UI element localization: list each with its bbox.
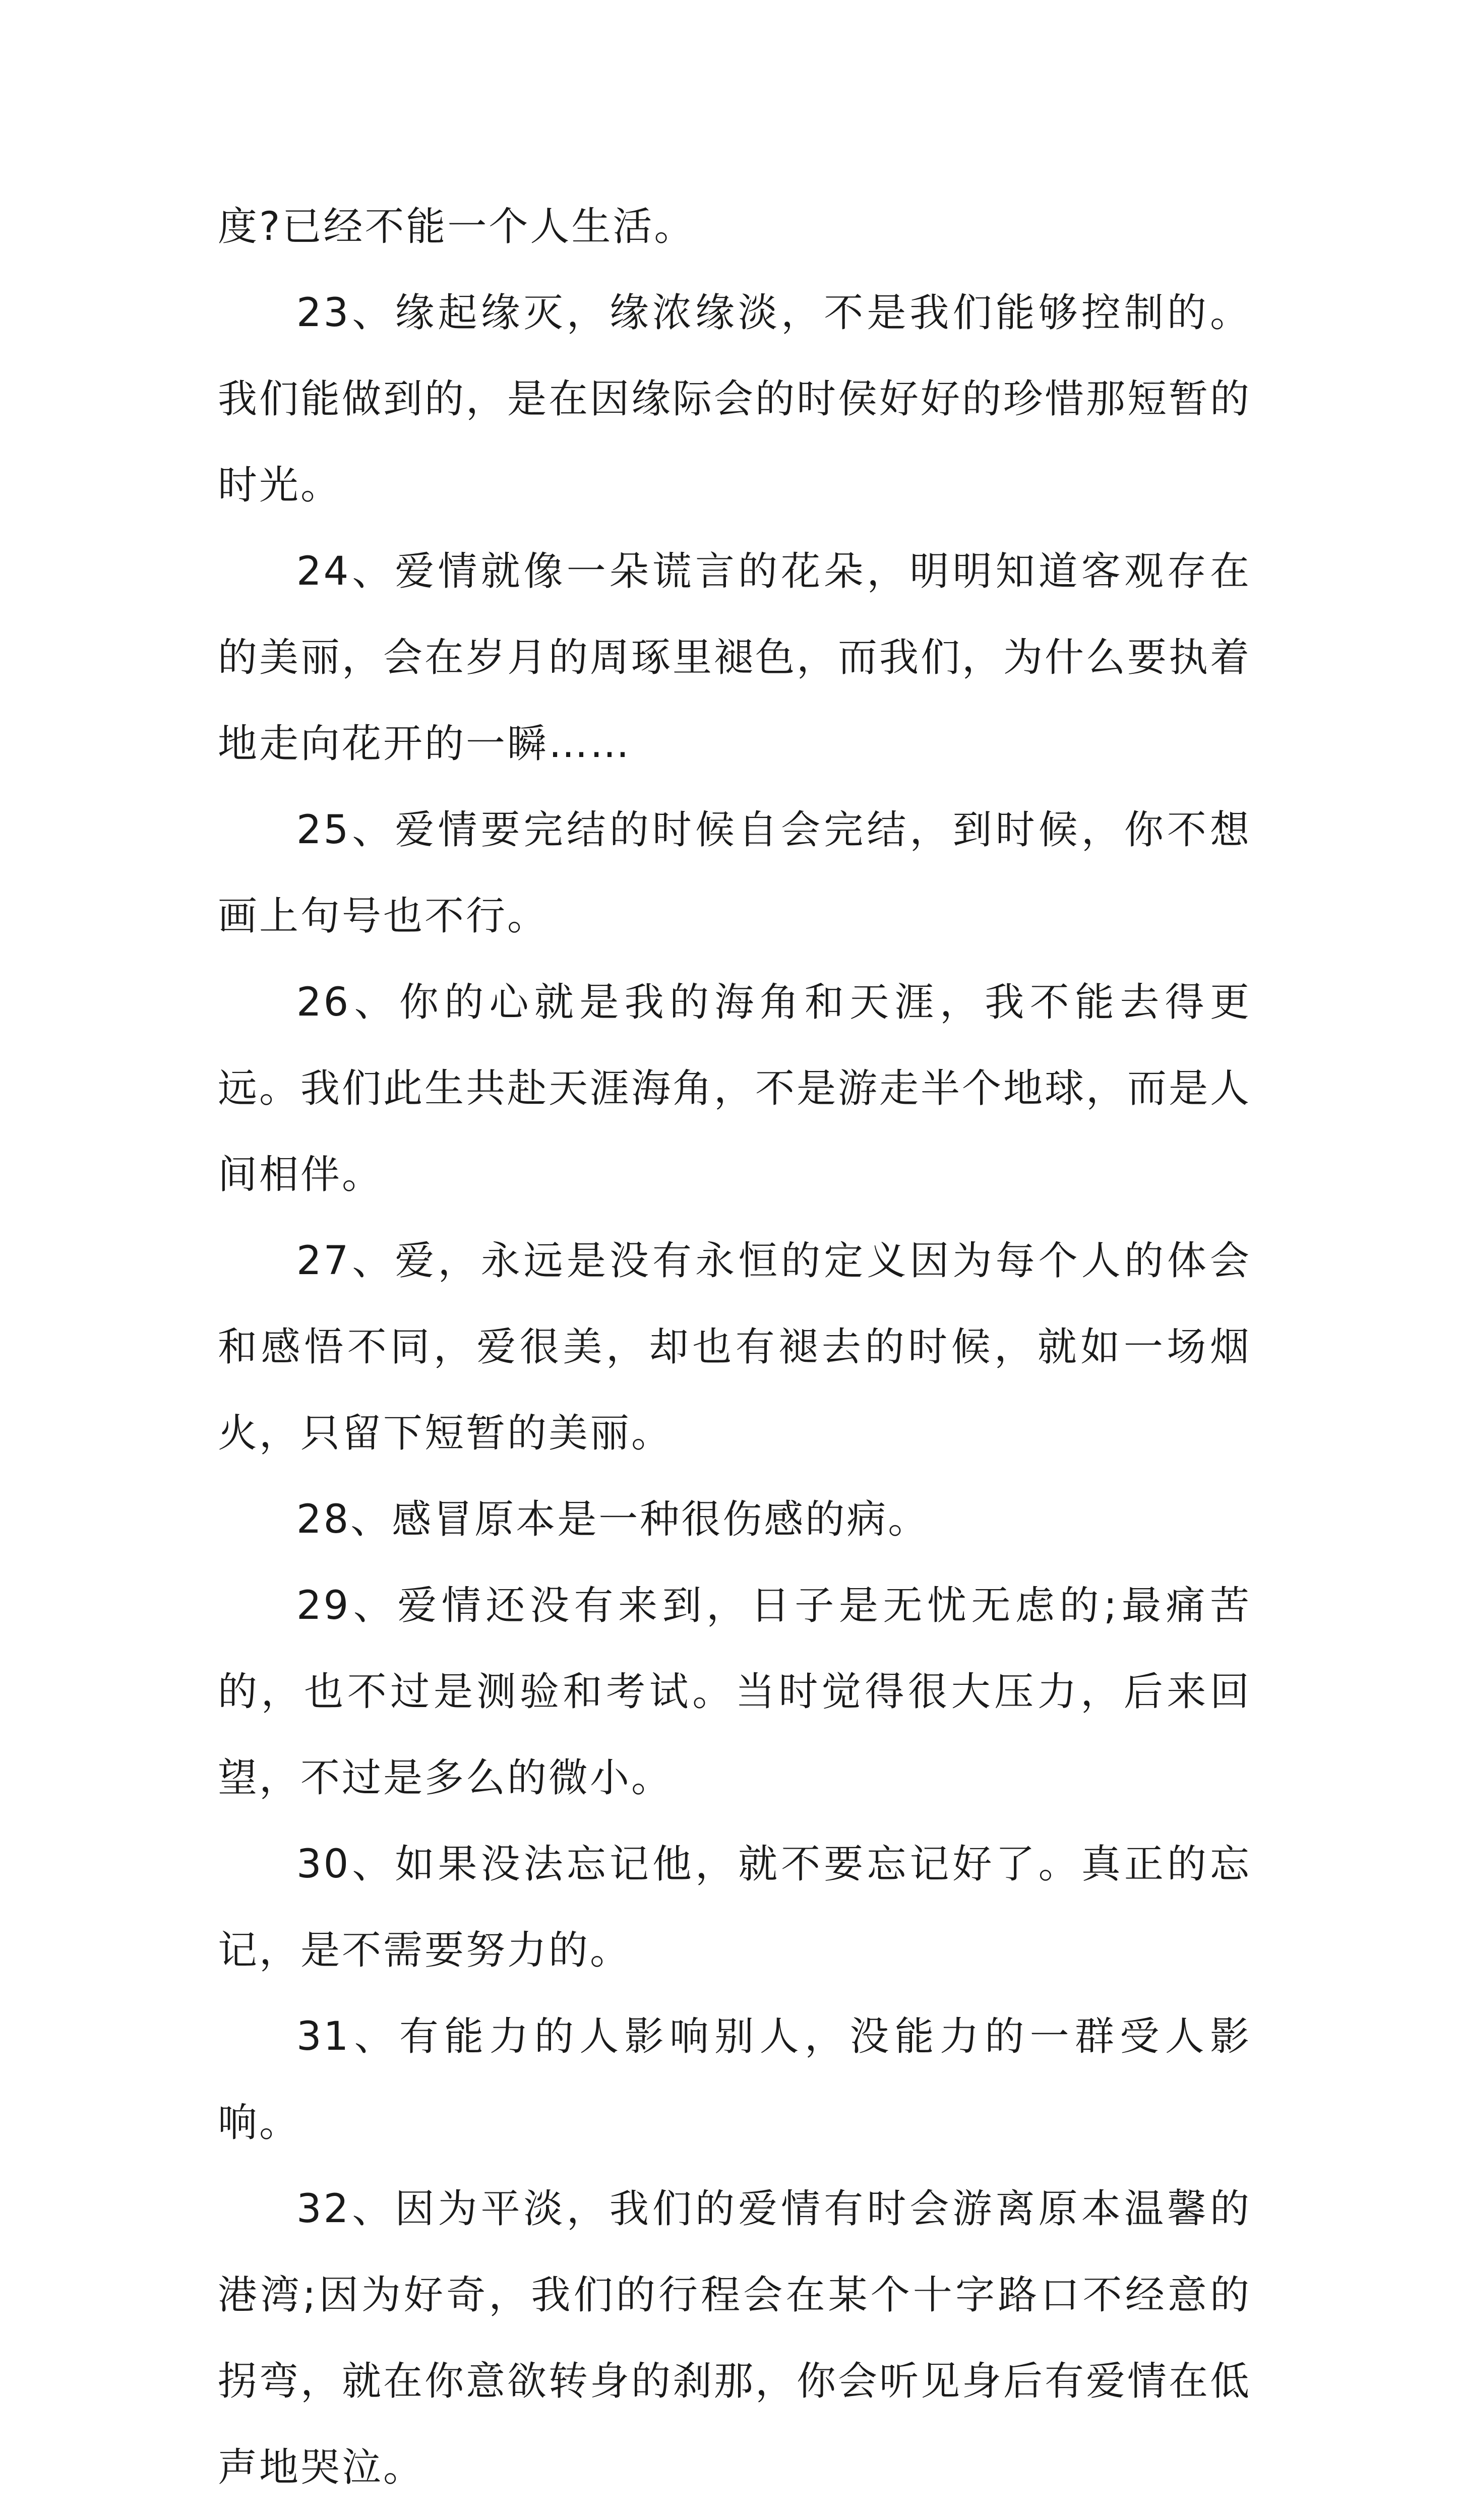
paragraph-29: 29、爱情还没有来到，日子是无忧无虑的;最痛苦的，也不过是测验和考试。当时觉得很大压力，后来回望，不过是多么的微小。 bbox=[218, 1583, 1251, 1801]
paragraph-23: 23、缘起缘灭，缘浓缘淡，不是我们能够控制的。我们能做到的，是在因缘际会的时侯好好的珍惜那短暂的时光。 bbox=[218, 290, 1252, 508]
paragraph-24: 24、爱情就像一朵谎言的花朵，明明知道客观存在的美丽，会在岁月的周琢里褪色，而我们，为什么要执着地走向花开的一瞬…… bbox=[218, 549, 1252, 767]
paragraph-25: 25、爱情要完结的时候自会完结，到时候，你不想画上句号也不行。 bbox=[218, 807, 1251, 939]
paragraph-28: 28、感冒原本是一种很伤感的病。 bbox=[296, 1497, 930, 1542]
paragraph-32: 32、因为平淡，我们的爱情有时会游离原本温馨的港湾;因为好奇，我们的行程会在某个十字路口不经意的拐弯，就在你意欲转身的刹那，你会听见身后有爱情在低声地哭泣。 bbox=[218, 2186, 1252, 2490]
paragraph-31: 31、有能力的人影响别人，没能力的一群受人影响。 bbox=[218, 2014, 1251, 2146]
body-text bbox=[218, 184, 1251, 2520]
paragraph-33 bbox=[218, 2511, 1251, 2520]
paragraph-27: 27、爱，永远是没有永恒的定义因为每个人的体会和感悟不同，爱很美，却也有褪去的时候，就如一场烟火，只留下短暂的美丽。 bbox=[218, 1238, 1251, 1456]
paragraph-26: 26、你的心就是我的海角和天涯，我不能去得更远。我们此生共赴天涯海角，不是游走半个地球，而是人间相伴。 bbox=[218, 980, 1252, 1198]
paragraph-continuation: 度?已经不能一个人生活。 bbox=[218, 204, 696, 249]
paragraph-30: 30、如果没法忘记他，就不要忘记好了。真正的忘记，是不需要努力的。 bbox=[218, 1842, 1251, 1973]
